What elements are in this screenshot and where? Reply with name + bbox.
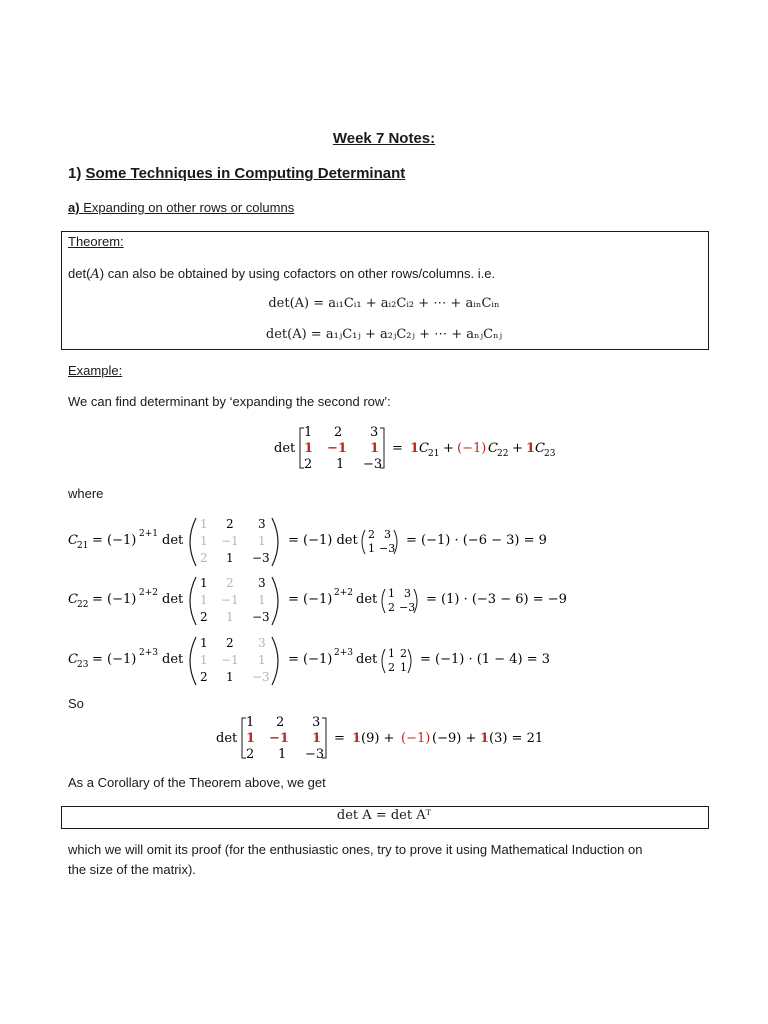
svg-text:1: 1 xyxy=(200,593,208,607)
svg-text:1: 1 xyxy=(336,457,345,472)
svg-text:−3: −3 xyxy=(399,601,416,614)
svg-text:det: det xyxy=(356,592,378,607)
svg-text:1: 1 xyxy=(200,653,208,667)
svg-text:2+2: 2+2 xyxy=(139,588,158,598)
svg-text:3: 3 xyxy=(312,715,321,730)
svg-text:= (−1): = (−1) xyxy=(92,652,137,667)
svg-text:2: 2 xyxy=(246,747,255,762)
svg-text:= (−1) · (1 − 4) = 3: = (−1) · (1 − 4) = 3 xyxy=(420,652,550,667)
so-label: So xyxy=(68,696,84,711)
svg-text:23: 23 xyxy=(544,449,556,459)
svg-text:1: 1 xyxy=(258,653,266,667)
svg-text:C: C xyxy=(535,441,545,456)
svg-text:1: 1 xyxy=(480,731,490,746)
svg-text:2: 2 xyxy=(368,528,375,541)
svg-text:1: 1 xyxy=(388,647,395,660)
svg-text:3: 3 xyxy=(370,425,379,440)
svg-text:2+2: 2+2 xyxy=(334,588,353,598)
svg-text:det: det xyxy=(162,533,184,548)
svg-text:1: 1 xyxy=(304,441,314,456)
result-equation xyxy=(210,708,570,764)
svg-text:C: C xyxy=(68,652,78,667)
theorem-formula-row: det(A) = aᵢ₁Cᵢ₁ + aᵢ₂Cᵢ₂ + ⋯ + aᵢₙCᵢₙ xyxy=(268,296,500,311)
svg-text:−3: −3 xyxy=(252,670,270,684)
svg-text:2+3: 2+3 xyxy=(334,648,353,658)
det-label: det xyxy=(274,441,296,456)
cofactor-c23 xyxy=(64,631,604,687)
svg-text:−1: −1 xyxy=(221,593,239,607)
svg-text:−1: −1 xyxy=(221,653,239,667)
svg-text:1: 1 xyxy=(388,587,395,600)
svg-text:(−1): (−1) xyxy=(401,731,431,746)
svg-text:= (−1) det: = (−1) det xyxy=(288,533,358,548)
svg-text:(−1): (−1) xyxy=(457,441,487,456)
svg-text:C: C xyxy=(419,441,429,456)
subsection-heading xyxy=(68,200,294,215)
svg-text:1: 1 xyxy=(200,517,208,531)
svg-text:= (−1): = (−1) xyxy=(288,652,333,667)
svg-text:1: 1 xyxy=(226,610,234,624)
svg-text:−3: −3 xyxy=(379,542,396,555)
svg-text:1: 1 xyxy=(246,715,255,730)
example-label: Example: xyxy=(68,363,123,378)
svg-text:2+3: 2+3 xyxy=(139,648,158,658)
corollary-text-line1: which we will omit its proof (for the enthusiastic ones, try to prove it using Mathematical Induction on xyxy=(68,842,643,857)
svg-text:1: 1 xyxy=(226,551,234,565)
svg-text:= (−1): = (−1) xyxy=(92,533,137,548)
svg-text:= (−1) · (−6 − 3) = 9: = (−1) · (−6 − 3) = 9 xyxy=(406,533,547,548)
page-title: Week 7 Notes: xyxy=(332,130,436,147)
section-title: Some Techniques in Computing Determinant xyxy=(85,165,406,182)
theorem-label: Theorem: xyxy=(68,234,124,249)
svg-text:(3) = 21: (3) = 21 xyxy=(489,731,544,746)
svg-text:3: 3 xyxy=(258,636,266,650)
svg-text:C: C xyxy=(68,533,78,548)
svg-text:3: 3 xyxy=(258,517,266,531)
svg-text:1: 1 xyxy=(246,731,256,746)
cofactor-c22 xyxy=(64,571,604,627)
svg-text:det: det xyxy=(162,652,184,667)
svg-text:22: 22 xyxy=(77,600,89,610)
svg-text:2: 2 xyxy=(388,661,395,674)
svg-text:1: 1 xyxy=(258,534,266,548)
svg-text:1: 1 xyxy=(200,534,208,548)
svg-text:−3: −3 xyxy=(252,551,270,565)
corollary-intro: As a Corollary of the Theorem above, we get xyxy=(68,775,326,790)
svg-text:2: 2 xyxy=(334,425,343,440)
theorem-var: A xyxy=(90,267,100,282)
svg-text:det: det xyxy=(162,592,184,607)
svg-text:C: C xyxy=(488,441,498,456)
svg-text:2+1: 2+1 xyxy=(139,529,158,539)
svg-text:2: 2 xyxy=(200,670,208,684)
svg-text:2: 2 xyxy=(226,636,234,650)
theorem-statement-rest: ) can also be obtained by using cofactors on other rows/columns. i.e. xyxy=(99,266,496,281)
svg-text:1: 1 xyxy=(200,636,208,650)
svg-text:2: 2 xyxy=(226,576,234,590)
svg-text:1: 1 xyxy=(278,747,287,762)
theorem-det-open: det( xyxy=(68,266,91,281)
svg-text:1: 1 xyxy=(410,441,420,456)
svg-text:C: C xyxy=(68,592,78,607)
svg-text:3: 3 xyxy=(384,528,391,541)
svg-text:1: 1 xyxy=(368,542,375,555)
svg-text:−1: −1 xyxy=(221,534,239,548)
svg-text:1: 1 xyxy=(200,576,208,590)
svg-text:2: 2 xyxy=(226,517,234,531)
svg-text:+: + xyxy=(512,441,523,456)
svg-text:−3: −3 xyxy=(252,610,270,624)
theorem-statement xyxy=(68,266,495,282)
svg-text:21: 21 xyxy=(77,541,89,551)
svg-text:1: 1 xyxy=(304,425,313,440)
corollary-formula: det A = det Aᵀ xyxy=(336,808,432,823)
svg-text:−3: −3 xyxy=(363,457,383,472)
svg-text:1: 1 xyxy=(226,670,234,684)
svg-text:=: = xyxy=(392,441,403,456)
svg-text:=: = xyxy=(334,731,345,746)
theorem-formula-col: det(A) = a₁ⱼC₁ⱼ + a₂ⱼC₂ⱼ + ⋯ + aₙⱼCₙⱼ xyxy=(265,327,503,342)
svg-text:2: 2 xyxy=(304,457,313,472)
svg-text:1: 1 xyxy=(352,731,362,746)
svg-text:= (−1): = (−1) xyxy=(288,592,333,607)
svg-text:(−9) +: (−9) + xyxy=(432,731,477,746)
svg-text:1: 1 xyxy=(370,441,380,456)
svg-text:= (1) · (−3 − 6) = −9: = (1) · (−3 − 6) = −9 xyxy=(426,592,567,607)
svg-text:2: 2 xyxy=(276,715,285,730)
section-number: 1) xyxy=(68,165,82,182)
svg-text:−1: −1 xyxy=(327,441,347,456)
example-intro: We can find determinant by ‘expanding the second row’: xyxy=(68,394,391,409)
corollary-text-line2: the size of the matrix). xyxy=(68,862,196,877)
svg-text:+: + xyxy=(443,441,454,456)
svg-text:−1: −1 xyxy=(269,731,289,746)
svg-text:21: 21 xyxy=(428,449,440,459)
svg-text:2: 2 xyxy=(400,647,407,660)
svg-text:3: 3 xyxy=(404,587,411,600)
subsection-letter: a) xyxy=(68,200,80,215)
svg-text:2: 2 xyxy=(200,551,208,565)
svg-text:1: 1 xyxy=(312,731,322,746)
svg-text:det: det xyxy=(216,731,238,746)
svg-text:(9) +: (9) + xyxy=(361,731,395,746)
svg-text:= (−1): = (−1) xyxy=(92,592,137,607)
expansion-equation xyxy=(260,418,580,474)
svg-text:det: det xyxy=(356,652,378,667)
section-heading xyxy=(68,165,405,182)
svg-text:1: 1 xyxy=(526,441,536,456)
where-label: where xyxy=(68,486,104,501)
svg-text:1: 1 xyxy=(400,661,407,674)
svg-text:23: 23 xyxy=(77,660,89,670)
svg-text:2: 2 xyxy=(388,601,395,614)
svg-text:3: 3 xyxy=(258,576,266,590)
svg-text:22: 22 xyxy=(497,449,509,459)
subsection-title: Expanding on other rows or columns xyxy=(83,200,295,215)
svg-text:−3: −3 xyxy=(305,747,325,762)
svg-text:1: 1 xyxy=(258,593,266,607)
cofactor-c21 xyxy=(64,512,584,568)
svg-text:2: 2 xyxy=(200,610,208,624)
